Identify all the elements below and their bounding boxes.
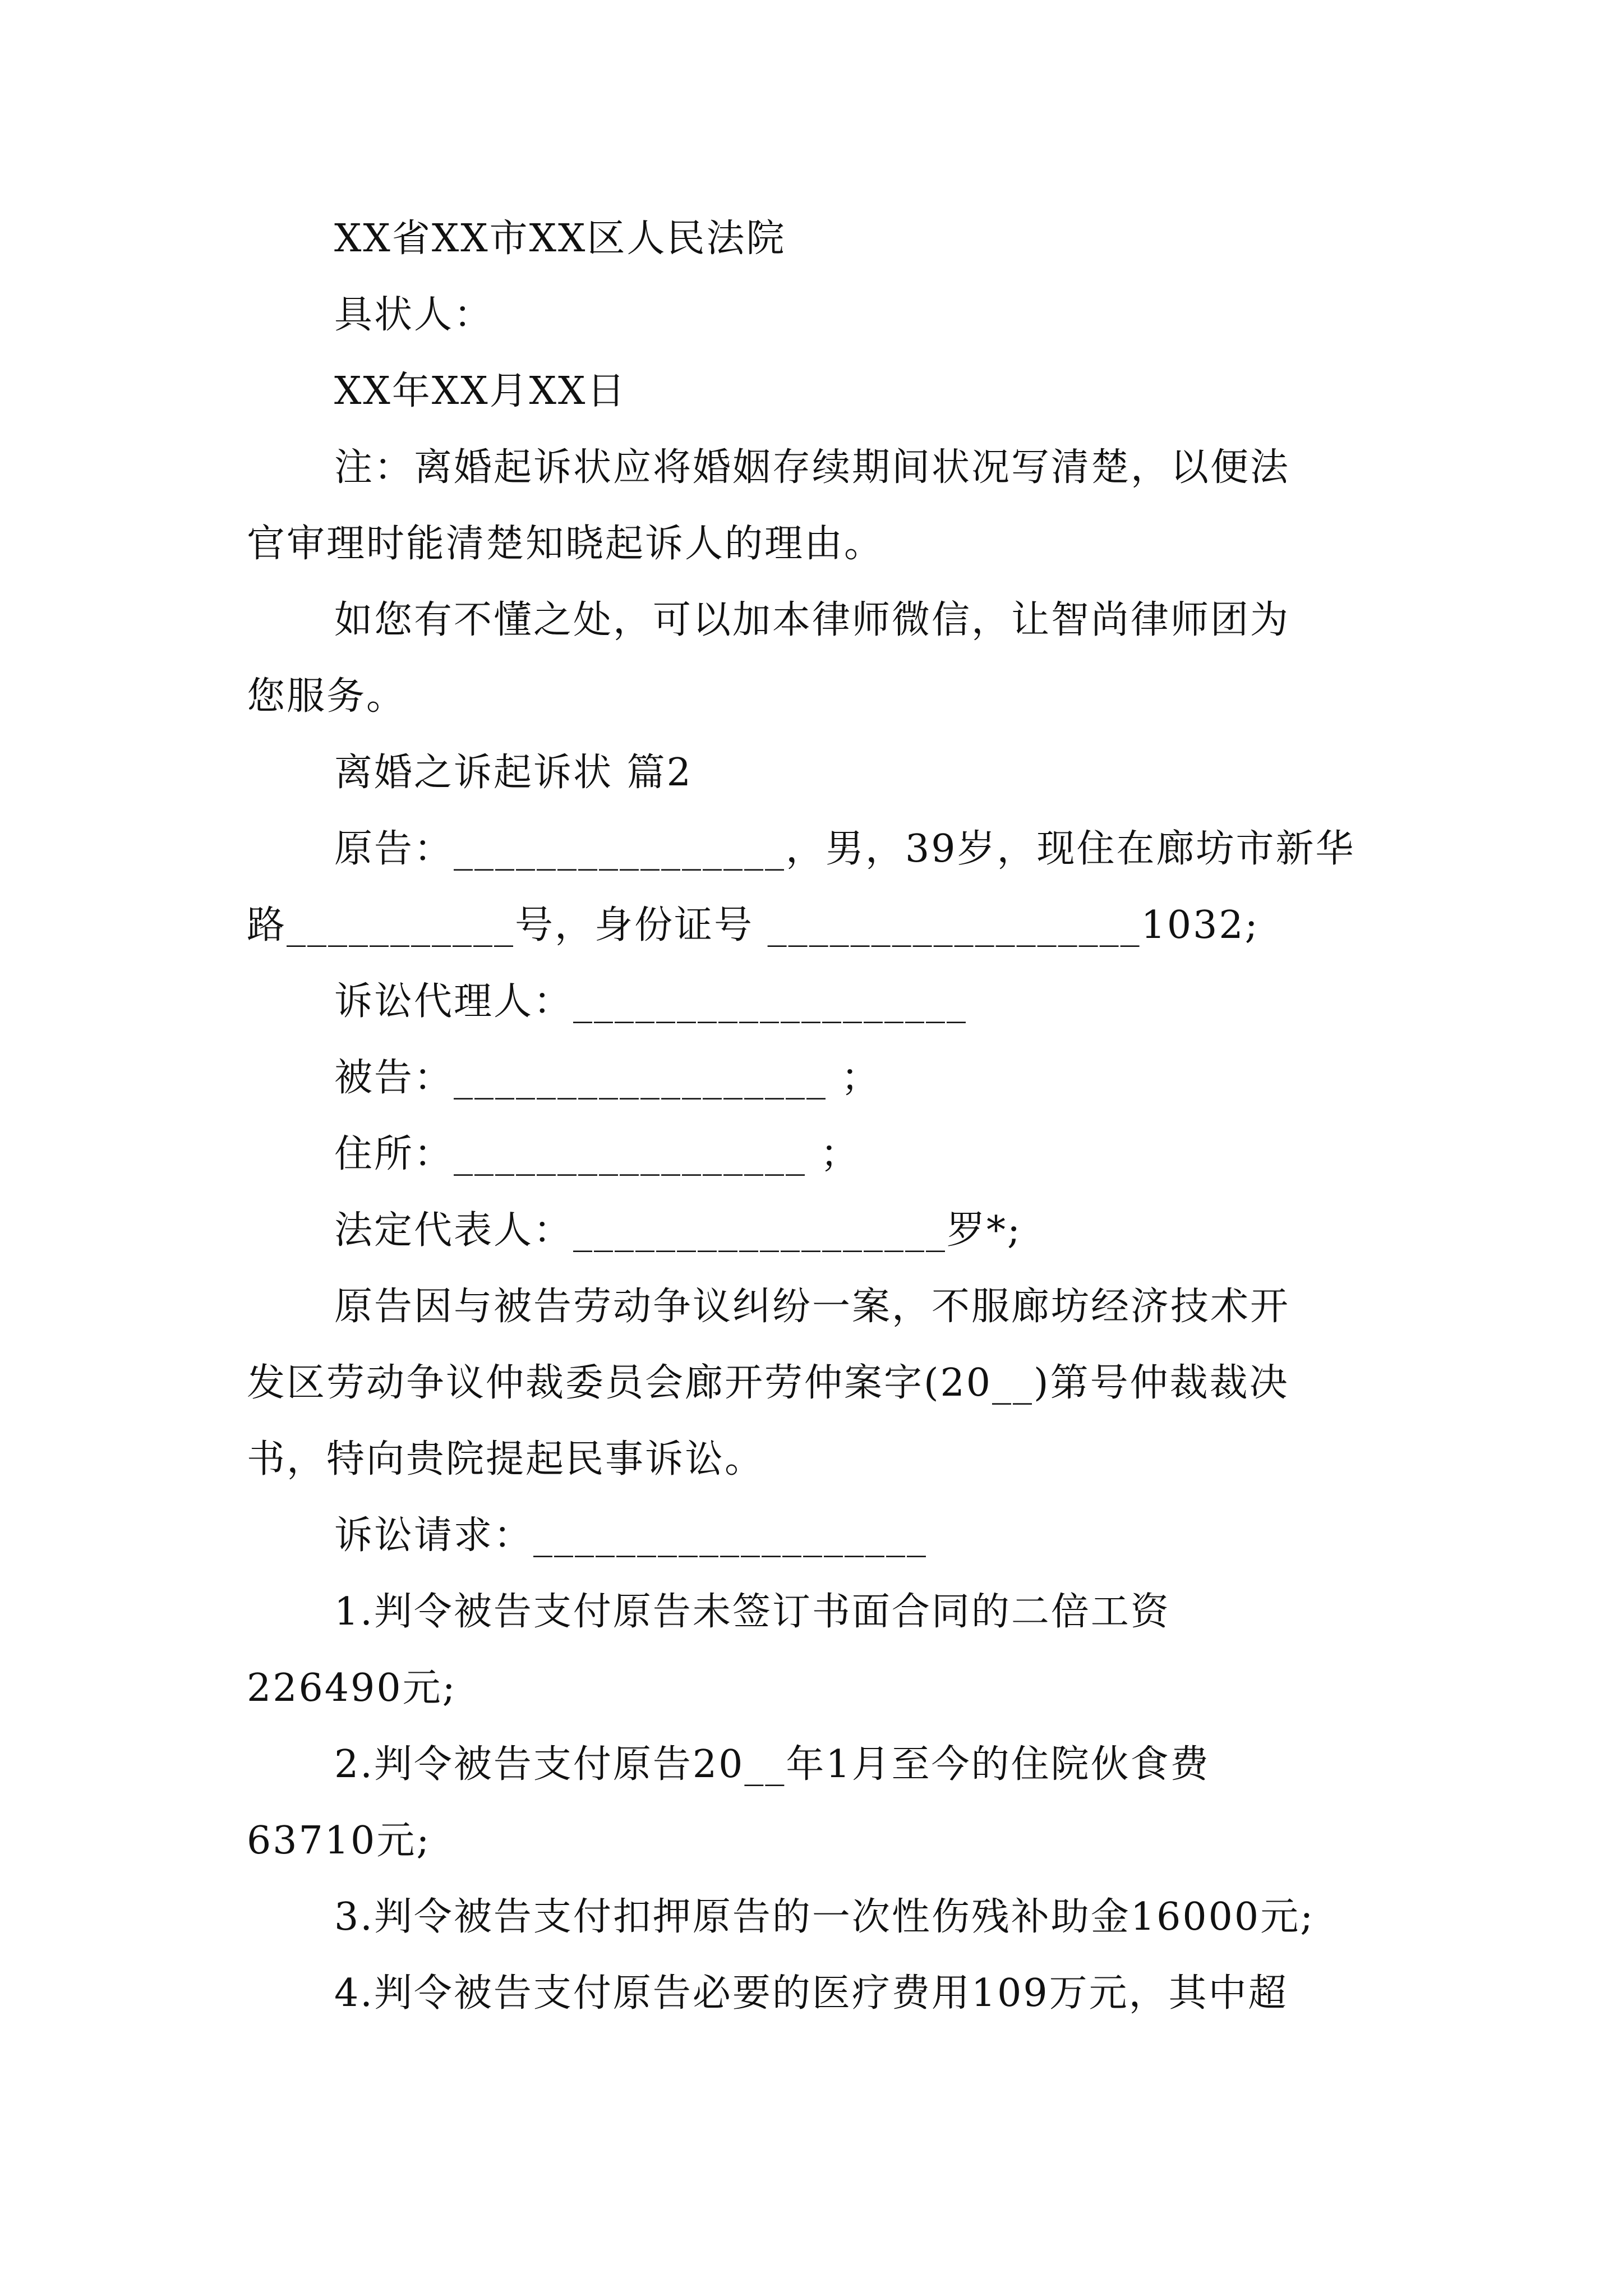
section-heading: 离婚之诉起诉状 篇2: [334, 751, 693, 795]
facts-line-2: 发区劳动争议仲裁委员会廊开劳仲案字(20__)第号仲裁裁决: [247, 1361, 1289, 1405]
plaintiff-line-1: 原告：________________，男，39岁，现住在廊坊市新华: [334, 827, 1355, 871]
contact-line-1: 如您有不懂之处，可以加本律师微信，让智尚律师团为: [334, 598, 1290, 642]
claim-4-line-1: 4.判令被告支付原告必要的医疗费用109万元，其中超: [334, 1971, 1288, 2016]
claim-3: 3.判令被告支付扣押原告的一次性伤残补助金16000元;: [334, 1895, 1315, 1939]
facts-line-3: 书，特向贵院提起民事诉讼。: [247, 1437, 765, 1481]
claim-1-line-1: 1.判令被告支付原告未签订书面合同的二倍工资: [334, 1590, 1170, 1634]
contact-line-2: 您服务。: [247, 674, 407, 719]
defendant-line: 被告：__________________ ；: [334, 1056, 881, 1100]
signer-label: 具状人：: [334, 293, 494, 337]
facts-line-1: 原告因与被告劳动争议纠纷一案，不服廊坊经济技术开: [334, 1285, 1290, 1329]
note-line-2: 官审理时能清楚知晓起诉人的理由。: [247, 522, 884, 566]
claim-1-line-2: 226490元;: [247, 1666, 457, 1710]
claim-2-line-2: 63710元;: [247, 1819, 431, 1863]
claims-heading: 诉讼请求：___________________: [334, 1513, 928, 1558]
plaintiff-line-2: 路___________号，身份证号 __________________1032;: [247, 903, 1260, 947]
agent-line: 诉讼代理人：___________________: [334, 979, 968, 1024]
address-line: 住所：_________________ ；: [334, 1132, 860, 1176]
court-name: XX省XX市XX区人民法院: [334, 217, 786, 261]
legal-rep-line: 法定代表人：__________________罗*;: [334, 1208, 1022, 1253]
note-line-1: 注：离婚起诉状应将婚姻存续期间状况写清楚，以便法: [334, 445, 1290, 490]
date-line: XX年XX月XX日: [334, 369, 627, 413]
claim-2-line-1: 2.判令被告支付原告20__年1月至今的住院伙食费: [334, 1742, 1210, 1787]
